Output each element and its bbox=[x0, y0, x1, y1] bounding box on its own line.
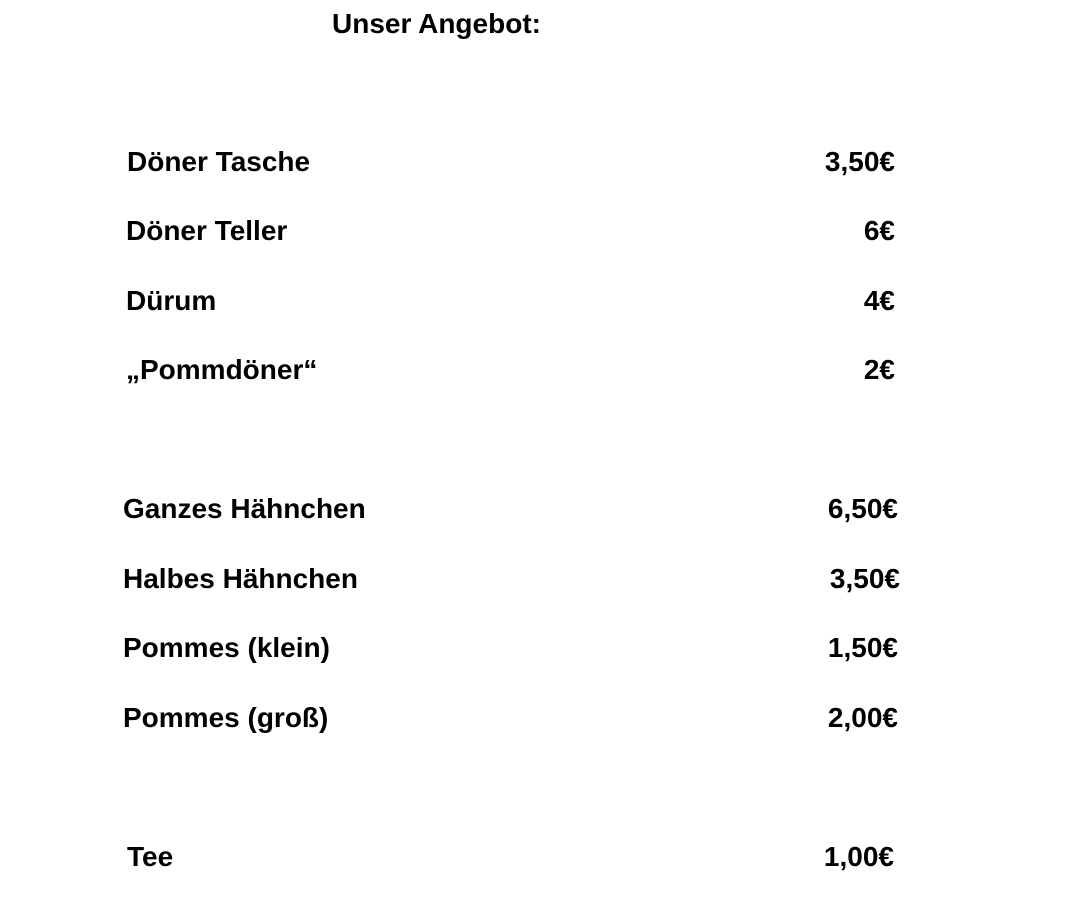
menu-item-price: 2€ bbox=[863, 354, 895, 385]
menu-item-name: „Pommdöner“ bbox=[126, 354, 318, 385]
menu-item bbox=[126, 281, 895, 321]
menu-item-name: Halbes Hähnchen bbox=[123, 563, 358, 594]
menu-item bbox=[127, 837, 894, 877]
menu-item-name: Döner Teller bbox=[126, 215, 288, 246]
menu-item bbox=[127, 142, 895, 182]
menu-item bbox=[123, 489, 898, 529]
menu-item-price: 3,50€ bbox=[824, 146, 895, 177]
menu-item-price: 4€ bbox=[863, 285, 895, 316]
menu-item bbox=[123, 628, 898, 668]
menu-item bbox=[126, 350, 895, 390]
menu-item-price: 2,00€ bbox=[827, 702, 898, 733]
menu-item-price: 3,50€ bbox=[829, 563, 900, 594]
menu-item-name: Döner Tasche bbox=[127, 146, 311, 177]
menu-item-price: 1,00€ bbox=[823, 841, 894, 872]
menu-item-name: Pommes (groß) bbox=[123, 702, 329, 733]
menu-title: Unser Angebot: bbox=[332, 8, 541, 39]
menu-item bbox=[123, 698, 898, 738]
menu-item-name: Tee bbox=[127, 841, 174, 872]
menu-item-price: 6,50€ bbox=[827, 493, 898, 524]
menu-item bbox=[126, 211, 895, 251]
menu-item-name: Pommes (klein) bbox=[123, 632, 330, 663]
menu-item-price: 6€ bbox=[863, 215, 895, 246]
menu-item-price: 1,50€ bbox=[827, 632, 898, 663]
menu-item-name: Ganzes Hähnchen bbox=[123, 493, 366, 524]
menu-item bbox=[123, 559, 900, 599]
menu-item-name: Dürum bbox=[126, 285, 217, 316]
